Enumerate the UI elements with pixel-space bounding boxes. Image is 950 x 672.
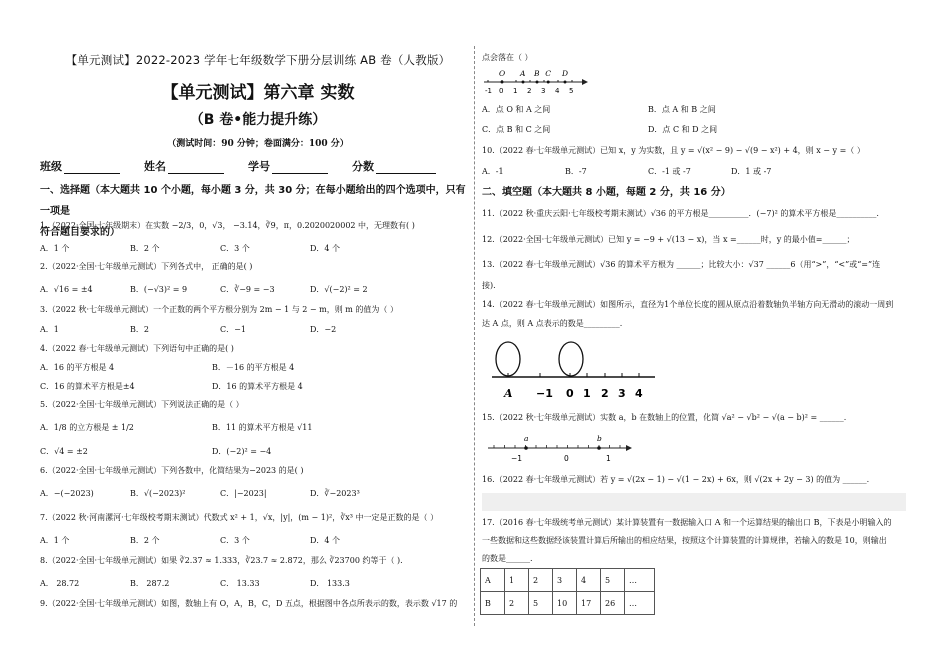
table-cell: 5 bbox=[529, 592, 553, 615]
option-b[interactable]: B．－16 的平方根是 4 bbox=[212, 363, 295, 372]
question-1-options bbox=[40, 243, 400, 254]
question-11: 11.（2022 秋·重庆云阳·七年级校考期末测试）√36 的平方根是__________．(−7)² 的算术平方根是__________. bbox=[482, 209, 879, 218]
option-d[interactable]: D． 133.3 bbox=[310, 579, 350, 588]
question-7-options bbox=[40, 535, 400, 546]
point-label: O bbox=[499, 69, 506, 78]
table-cell: 3 bbox=[553, 569, 577, 592]
question-15: 15.（2022 秋·七年级单元测试）实数 a，b 在数轴上的位置，化简 √a² − √b² − √(a − b)² = ______. bbox=[482, 413, 847, 422]
field-score: 分数 bbox=[352, 158, 436, 174]
point-o bbox=[501, 81, 504, 84]
section-choice-heading: 一、选择题（本大题共 10 个小题，每小题 3 分，共 30 分；在每小题给出的四个选项中，只有一项是 符合题目要求的） bbox=[40, 185, 466, 238]
option-a[interactable]: A．1/8 的立方根是 ± 1/2 bbox=[40, 423, 134, 432]
option-b[interactable]: B．11 的算术平方根是 √11 bbox=[212, 423, 313, 432]
page-title: 【单元测试】第六章 实数 bbox=[161, 83, 355, 103]
field-class: 班级 bbox=[40, 158, 120, 174]
table-cell: 2 bbox=[529, 569, 553, 592]
option-c[interactable]: C．∛−9 = −3 bbox=[220, 285, 275, 294]
option-a[interactable]: A．16 的平方根是 4 bbox=[40, 363, 115, 372]
point-a-label: A bbox=[504, 387, 513, 400]
circle-start bbox=[496, 342, 520, 376]
option-b[interactable]: B．2 bbox=[130, 325, 149, 334]
option-a[interactable]: A．−(−2023) bbox=[40, 489, 94, 498]
tick-label: -1 bbox=[485, 87, 492, 95]
tick-label: 1 bbox=[606, 454, 611, 463]
question-8-options bbox=[40, 578, 400, 589]
question-3-options bbox=[40, 324, 400, 335]
option-c[interactable]: C．16 的算术平方根是±4 bbox=[40, 382, 135, 391]
tick-label: 2 bbox=[527, 87, 532, 95]
tick-label: 0 bbox=[499, 87, 504, 95]
point-b bbox=[536, 81, 539, 84]
tick-label: −1 bbox=[511, 454, 523, 463]
option-d[interactable]: D．1 或 -7 bbox=[731, 167, 772, 176]
tick-label: 5 bbox=[569, 87, 574, 95]
table-row bbox=[481, 569, 655, 592]
option-b[interactable]: B． 287.2 bbox=[130, 579, 170, 588]
option-d[interactable]: D．16 的算术平方根是 4 bbox=[212, 382, 303, 391]
question-13: 13.（2022 春·七年级单元测试）√36 的算术平方根为 ______；比较大小：√37 ______6（用“>”，“<”或“=”连 bbox=[482, 260, 881, 269]
question-7: 7.（2022 秋·河南漯河·七年级校考期末测试）代数式 x² + 1，√x，|y|，(m − 1)²，∛x³ 中一定是正数的是（ ） bbox=[40, 513, 439, 522]
option-d[interactable]: D．4 个 bbox=[310, 244, 341, 253]
name-blank[interactable] bbox=[168, 162, 224, 174]
question-16: 16.（2022 春·七年级单元测试）若 y = √(2x − 1) − √(1 − 2x) + 6x，则 √(2x + 2y − 3) 的值为 ______. bbox=[482, 475, 870, 484]
table-cell: A bbox=[481, 569, 505, 592]
student-info-fields bbox=[40, 158, 470, 174]
option-c[interactable]: C．3 个 bbox=[220, 244, 250, 253]
question-8: 8.（2022·全国·七年级单元测试）如果 ∛2.37 ≈ 1.333，∛23.7 ≈ 2.872，那么 ∛23700 约等于（ ). bbox=[40, 556, 403, 565]
question-2-options bbox=[40, 284, 400, 295]
question-9: 9.（2022·全国·七年级单元测试）如图，数轴上有 O，A，B，C，D 五点，根据图中各点所表示的数，表示数 √17 的 bbox=[40, 599, 458, 608]
id-blank[interactable] bbox=[272, 162, 328, 174]
question-2: 2.（2022·全国·七年级单元测试）下列各式中， 正确的是( ) bbox=[40, 262, 253, 271]
point-a bbox=[522, 81, 525, 84]
option-b[interactable]: B．-7 bbox=[565, 167, 587, 176]
question-17: 17.（2016 春·七年级统考单元测试）某计算装置有一数据输入口 A 和一个运算结果的输出口 B，下表是小明输入的 bbox=[482, 518, 892, 527]
point-label: B bbox=[534, 69, 540, 78]
table-cell: B bbox=[481, 592, 505, 615]
option-d[interactable]: D．点 C 和 D 之间 bbox=[648, 125, 718, 134]
question-5-options-row1 bbox=[40, 422, 384, 433]
option-d[interactable]: D．√(−2)² = 2 bbox=[310, 285, 368, 294]
option-a[interactable]: A．1 bbox=[40, 325, 59, 334]
option-a[interactable]: A．1 个 bbox=[40, 536, 70, 545]
table-cell: 26 bbox=[601, 592, 625, 615]
question-4: 4.（2022 春·七年级单元测试）下列语句中正确的是( ) bbox=[40, 344, 234, 353]
option-b[interactable]: B．2 个 bbox=[130, 244, 160, 253]
exam-info: （测试时间：90 分钟；卷面满分：100 分） bbox=[167, 139, 349, 149]
point-label: C bbox=[545, 69, 551, 78]
tick-label: 0 bbox=[566, 387, 574, 400]
question-4-options-row2 bbox=[40, 381, 384, 392]
section-fill-heading: 二、填空题（本大题共 8 小题，每题 2 分，共 16 分） bbox=[482, 187, 731, 198]
question-4-options-row1 bbox=[40, 362, 384, 373]
header-title: 【单元测试】2022-2023 学年七年级数学下册分层训练 AB 卷（人教版） bbox=[65, 53, 451, 67]
table-cell: 4 bbox=[577, 569, 601, 592]
tick-label: 1 bbox=[513, 87, 518, 95]
table-cell: 2 bbox=[505, 592, 529, 615]
option-c[interactable]: C．3 个 bbox=[220, 536, 250, 545]
question-15-number-line bbox=[486, 432, 636, 466]
question-14: 14.（2022 春·七年级单元测试）如图所示，直径为1个单位长度的圆从原点沿着数轴负半轴方向无滑动的滚动一周到 bbox=[482, 300, 894, 309]
option-b[interactable]: B．点 A 和 B 之间 bbox=[648, 105, 716, 114]
point-a bbox=[524, 446, 528, 450]
question-6-options bbox=[40, 488, 400, 499]
option-c[interactable]: C． 13.33 bbox=[220, 579, 260, 588]
table-row bbox=[481, 592, 655, 615]
question-5-options-row2 bbox=[40, 446, 384, 457]
point-label: b bbox=[597, 434, 602, 443]
option-c[interactable]: C．点 B 和 C 之间 bbox=[482, 125, 551, 134]
question-14-figure bbox=[490, 340, 660, 402]
field-id: 学号 bbox=[248, 158, 328, 174]
point-label: a bbox=[524, 434, 529, 443]
point-label: A bbox=[520, 69, 526, 78]
tick-label: −1 bbox=[536, 387, 553, 400]
option-b[interactable]: B．√(−2023)² bbox=[130, 489, 186, 498]
option-c[interactable]: C．|−2023| bbox=[220, 489, 267, 498]
question-9-options-row1 bbox=[482, 104, 814, 115]
tick-label: 3 bbox=[541, 87, 546, 95]
axis-arrow bbox=[626, 445, 632, 451]
io-table bbox=[480, 568, 655, 615]
option-a[interactable]: A．1 个 bbox=[40, 244, 70, 253]
question-12: 12.（2022·全国·七年级单元测试）已知 y = −9 + √(13 − x)，当 x =______时，y 的最小值=______； bbox=[482, 235, 855, 244]
option-a[interactable]: A． 28.72 bbox=[40, 579, 80, 588]
column-divider bbox=[474, 46, 475, 626]
tick-label: 4 bbox=[555, 87, 560, 95]
page-subtitle: （B 卷•能力提升练） bbox=[189, 112, 327, 128]
point-d bbox=[564, 81, 567, 84]
option-a[interactable]: A．点 O 和 A 之间 bbox=[482, 105, 551, 114]
tick-label: 1 bbox=[583, 387, 591, 400]
option-b[interactable]: B．(−√3)² = 9 bbox=[130, 285, 188, 294]
question-6: 6.（2022·全国·七年级单元测试）下列各数中，化简结果为−2023 的是( ) bbox=[40, 466, 304, 475]
tick-label: 2 bbox=[601, 387, 609, 400]
point-label: D bbox=[562, 69, 569, 78]
option-c[interactable]: C．−1 bbox=[220, 325, 246, 334]
class-blank[interactable] bbox=[64, 162, 120, 174]
option-d[interactable]: D．(−2)² = −4 bbox=[212, 447, 272, 456]
question-14-continued: 达 A 点，则 A 点表示的数是_________. bbox=[482, 319, 623, 328]
option-d[interactable]: D．−2 bbox=[310, 325, 337, 334]
option-c[interactable]: C．-1 或 -7 bbox=[648, 167, 691, 176]
option-a[interactable]: A．√16 = ±4 bbox=[40, 285, 93, 294]
question-13-continued: 接). bbox=[482, 281, 496, 290]
option-d[interactable]: D．∛−2023³ bbox=[310, 489, 360, 498]
answer-gray-bar bbox=[482, 493, 906, 511]
question-17-continued-2: 的数是______. bbox=[482, 554, 533, 563]
table-cell: … bbox=[625, 592, 655, 615]
axis-arrow bbox=[582, 79, 588, 85]
option-d[interactable]: D．4 个 bbox=[310, 536, 341, 545]
tick-label: 0 bbox=[564, 454, 569, 463]
question-9-number-line bbox=[482, 68, 592, 96]
point-b bbox=[597, 446, 601, 450]
question-10-options bbox=[482, 166, 814, 177]
option-a[interactable]: A．-1 bbox=[482, 167, 504, 176]
tick-label: 3 bbox=[618, 387, 626, 400]
option-b[interactable]: B．2 个 bbox=[130, 536, 160, 545]
question-9-continued: 点会落在（ ） bbox=[482, 53, 533, 62]
option-c[interactable]: C．√4 = ±2 bbox=[40, 447, 88, 456]
tick-label: 4 bbox=[635, 387, 643, 400]
question-1: 1.（2022·全国·七年级期末）在实数 −2/3，0，√3， −3.14，∛9，π，0.2020020002 中，无理数有( ) bbox=[40, 221, 415, 230]
question-5: 5.（2022·全国·七年级单元测试）下列说法正确的是（ ） bbox=[40, 400, 244, 409]
score-blank[interactable] bbox=[376, 162, 436, 174]
point-c bbox=[547, 81, 550, 84]
question-3: 3.（2022 秋·七年级单元测试）一个正数的两个平方根分别为 2m − 1 与 2 − m，则 m 的值为（ ） bbox=[40, 305, 398, 314]
table-cell: 17 bbox=[577, 592, 601, 615]
table-cell: 1 bbox=[505, 569, 529, 592]
question-17-continued: 一些数据和这些数据经该装置计算后所输出的相应结果，按照这个计算装置的计算规律，若输入的数是 10，则输出 bbox=[482, 536, 887, 545]
circle-origin bbox=[559, 342, 583, 376]
table-cell: 5 bbox=[601, 569, 625, 592]
question-10: 10.（2022 春·七年级单元测试）已知 x，y 为实数，且 y = √(x² − 9) − √(9 − x²) + 4，则 x − y =（ ） bbox=[482, 146, 865, 155]
table-cell: 10 bbox=[553, 592, 577, 615]
question-9-options-row2 bbox=[482, 124, 814, 135]
table-cell: … bbox=[625, 569, 655, 592]
field-name: 姓名 bbox=[144, 158, 224, 174]
